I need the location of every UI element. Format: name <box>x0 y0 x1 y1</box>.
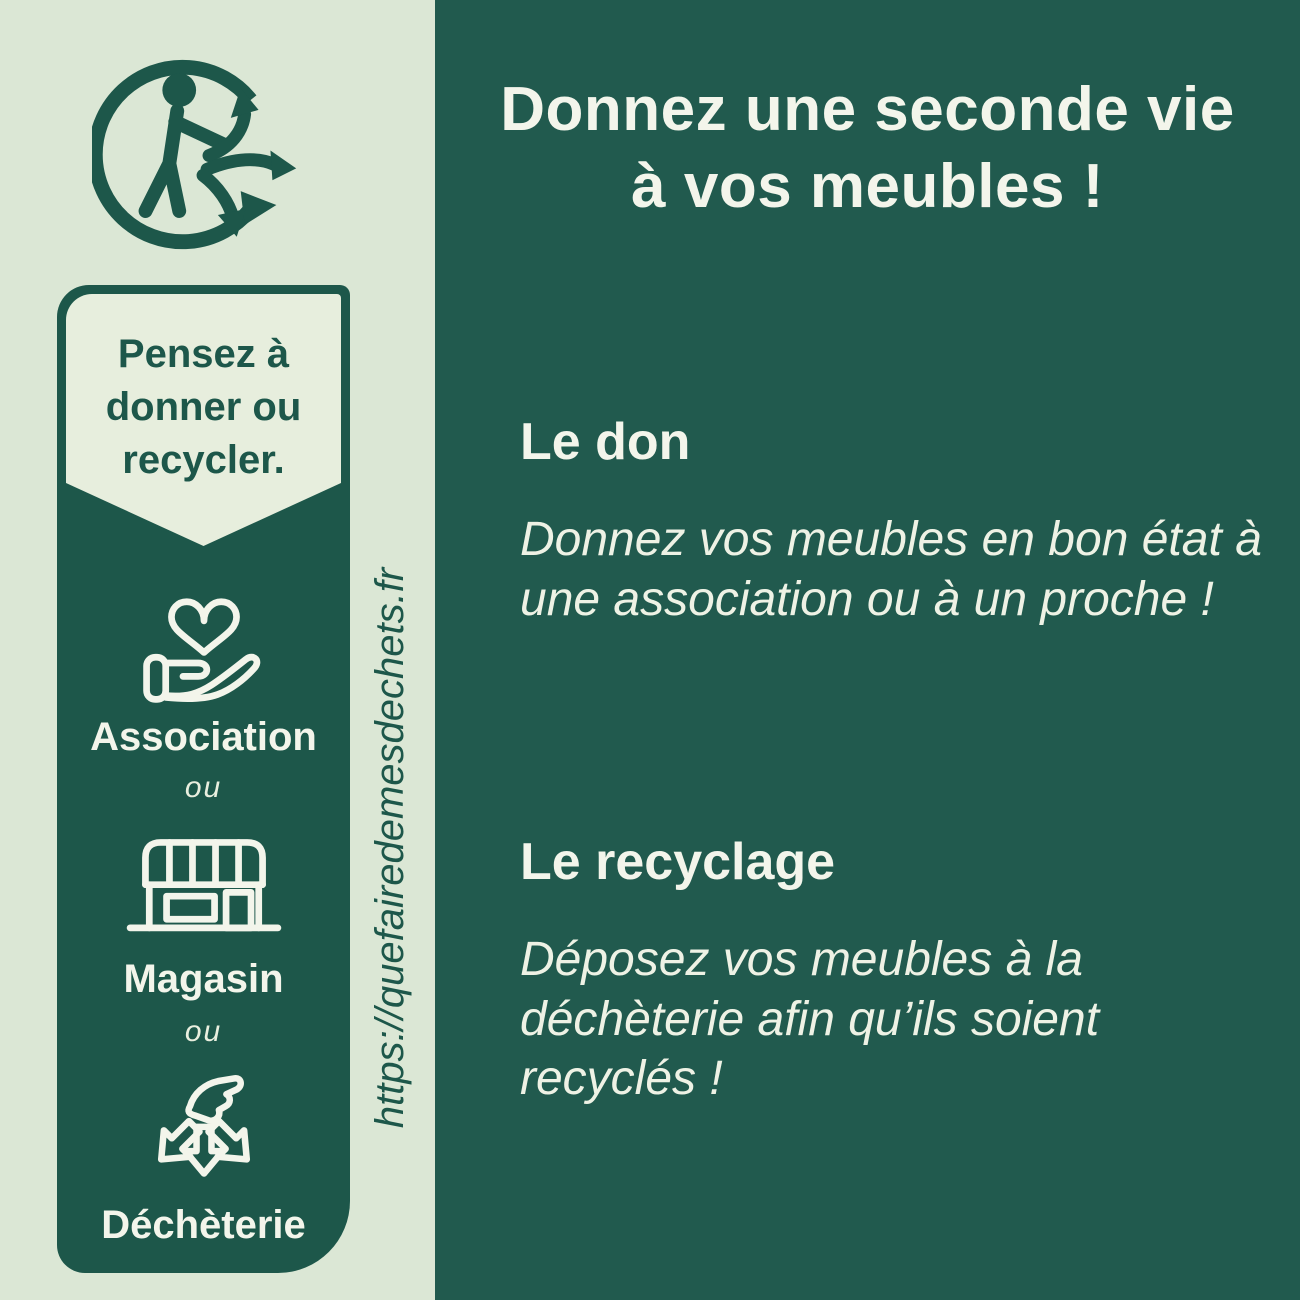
triman-recycling-logo-icon <box>92 46 320 264</box>
main-panel <box>435 0 1300 1300</box>
section-recyclage-body: Déposez vos meubles à la déchèterie afin qu’ils soient recyclés ! <box>520 933 1100 1106</box>
url-text: https://quefairedemesdechets.fr <box>368 567 412 1129</box>
section-recyclage <box>520 832 1262 1109</box>
page-title-line1: Donnez une seconde vie <box>500 75 1235 144</box>
section-don-body: Donnez vos meubles en bon état à une association ou à un proche ! <box>520 513 1262 626</box>
option-label-decheterie: Déchèterie <box>101 1203 306 1247</box>
option-label-association: Association <box>90 715 317 759</box>
option-label-magasin: Magasin <box>123 957 284 1001</box>
storefront-icon <box>122 829 286 949</box>
page-title-line2: à vos meubles ! <box>631 151 1104 221</box>
section-don-heading: Le don <box>520 413 691 471</box>
page-title <box>453 72 1282 226</box>
banner <box>66 294 341 546</box>
banner-text: Pensez à donner ou recycler. <box>105 332 302 482</box>
section-recyclage-heading: Le recyclage <box>520 833 836 891</box>
section-don <box>520 412 1262 629</box>
or-separator: ou <box>184 771 223 804</box>
sorting-hand-arrows-icon <box>134 1069 274 1195</box>
recycle-options-ribbon <box>57 285 350 1273</box>
heart-in-hand-icon <box>137 573 271 707</box>
or-separator: ou <box>184 1015 223 1048</box>
